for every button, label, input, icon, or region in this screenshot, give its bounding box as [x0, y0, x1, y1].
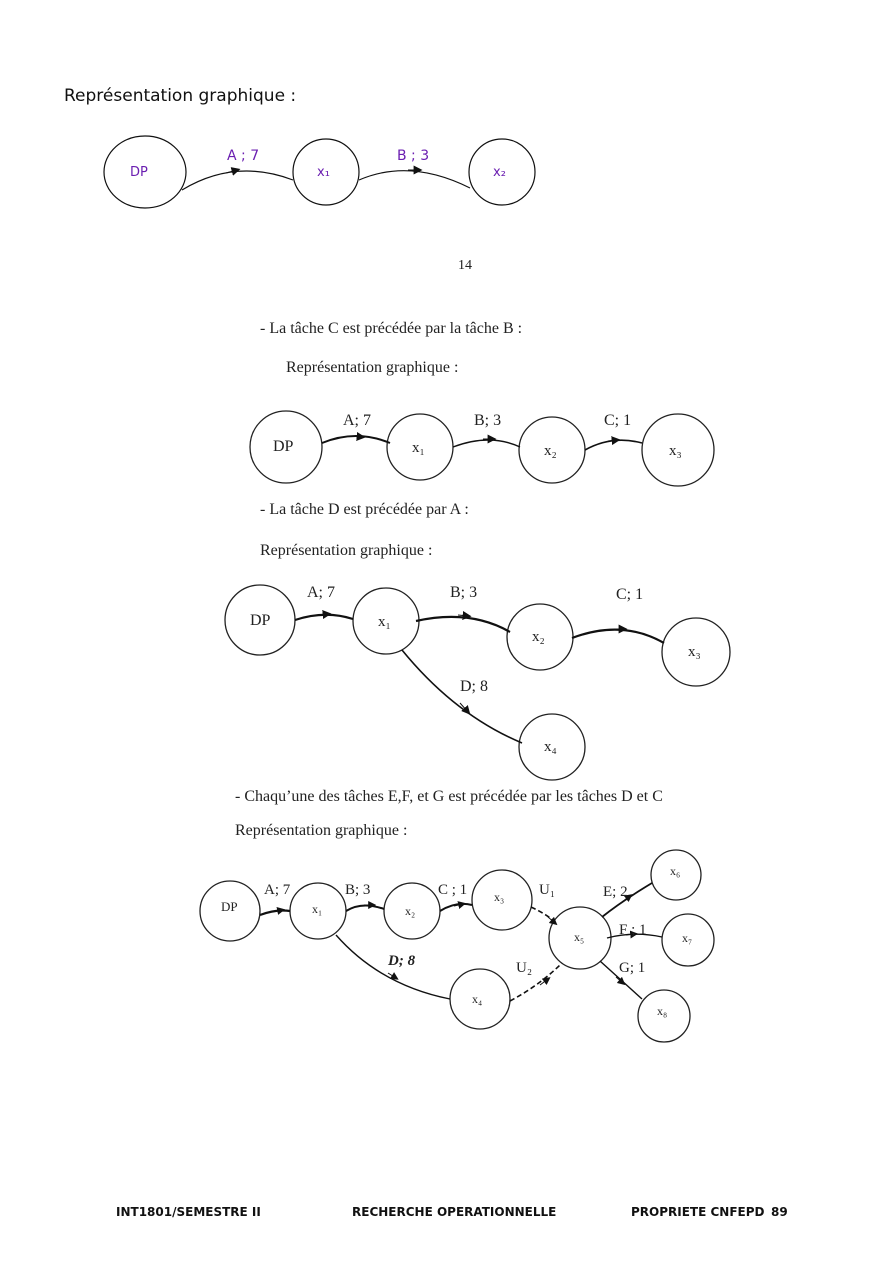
edge-label-g: G; 1	[619, 960, 646, 976]
footer-course-code: INT1801/SEMESTRE II	[116, 1205, 261, 1219]
node-label-x2: x₂	[544, 443, 557, 459]
section-heading: Représentation graphique :	[64, 86, 297, 106]
footer-page-number: 89	[771, 1205, 788, 1219]
edge-c	[585, 440, 642, 450]
node-label-x6: x₆	[670, 864, 681, 878]
edge-label-a: A; 7	[307, 584, 335, 601]
edge-label-c: C ; 1	[438, 882, 468, 898]
footer-course-title: RECHERCHE OPERATIONNELLE	[352, 1205, 557, 1219]
node-label-x5: x₅	[574, 930, 585, 944]
node-label-x2: x₂	[532, 629, 545, 645]
node-label-x4: x₄	[472, 992, 483, 1006]
edge-d	[402, 650, 522, 743]
node-label-dp: DP	[130, 165, 148, 180]
edge-a	[182, 171, 293, 190]
node-label-x3: x₃	[688, 644, 701, 660]
page-marker: 14	[458, 258, 472, 273]
edge-label-a: A; 7	[264, 882, 291, 898]
edge-label-e: E; 2	[603, 884, 628, 900]
edge-c	[572, 630, 664, 643]
node-label-dp: DP	[221, 899, 238, 914]
node-label-x1: x₁	[378, 614, 391, 630]
node-label-x4: x₄	[544, 739, 557, 755]
node-label-x8: x₈	[657, 1004, 668, 1018]
subcaption-tasks-efg: Représentation graphique :	[235, 822, 408, 839]
node-label-x3: x₃	[669, 443, 682, 459]
node-label-dp: DP	[250, 612, 271, 629]
edge-label-b: B ; 3	[397, 148, 430, 164]
node-label-x1: x₁	[412, 440, 425, 456]
node-label-x2: x₂	[493, 165, 506, 180]
caption-tasks-efg: - Chaqu’une des tâches E,F, et G est précédée par les tâches D et C	[235, 788, 663, 805]
edge-label-f: F ; 1	[619, 922, 647, 938]
graph-figure-3	[0, 575, 893, 790]
edge-label-u1: U₁	[539, 882, 556, 898]
edge-label-b: B; 3	[450, 584, 478, 601]
footer-owner: PROPRIETE CNFEPD	[631, 1205, 765, 1219]
edge-b	[453, 440, 520, 447]
node-label-x3: x₃	[494, 890, 505, 904]
graph-figure-2	[0, 395, 893, 495]
node-label-x2: x₂	[405, 904, 416, 918]
subcaption-task-d: Représentation graphique :	[260, 542, 433, 559]
node-label-x1: x₁	[317, 165, 330, 180]
caption-task-c: - La tâche C est précédée par la tâche B :	[260, 320, 523, 337]
edge-label-a: A ; 7	[227, 148, 260, 164]
edge-label-b: B; 3	[345, 882, 371, 898]
edge-label-c: C; 1	[604, 412, 632, 429]
node-label-dp: DP	[273, 438, 294, 455]
graph-figure-1	[0, 0, 893, 240]
edge-label-a: A; 7	[343, 412, 371, 429]
graph-figure-4	[0, 835, 893, 1055]
edge-label-u2: U₂	[516, 960, 533, 976]
edge-label-d: D; 8	[460, 678, 488, 695]
edge-b	[416, 617, 510, 632]
edge-label-c: C; 1	[616, 586, 644, 603]
edge-c	[440, 904, 472, 911]
edge-label-d: D; 8	[388, 953, 416, 969]
caption-task-d: - La tâche D est précédée par A :	[260, 501, 469, 518]
subcaption-task-c: Représentation graphique :	[286, 359, 459, 376]
edge-b	[359, 171, 470, 188]
edge-label-b: B; 3	[474, 412, 502, 429]
edge-a	[322, 436, 390, 443]
edge-a	[295, 615, 353, 620]
node-label-x7: x₇	[682, 931, 693, 945]
node-label-x1: x₁	[312, 902, 323, 916]
edge-b	[346, 905, 384, 911]
